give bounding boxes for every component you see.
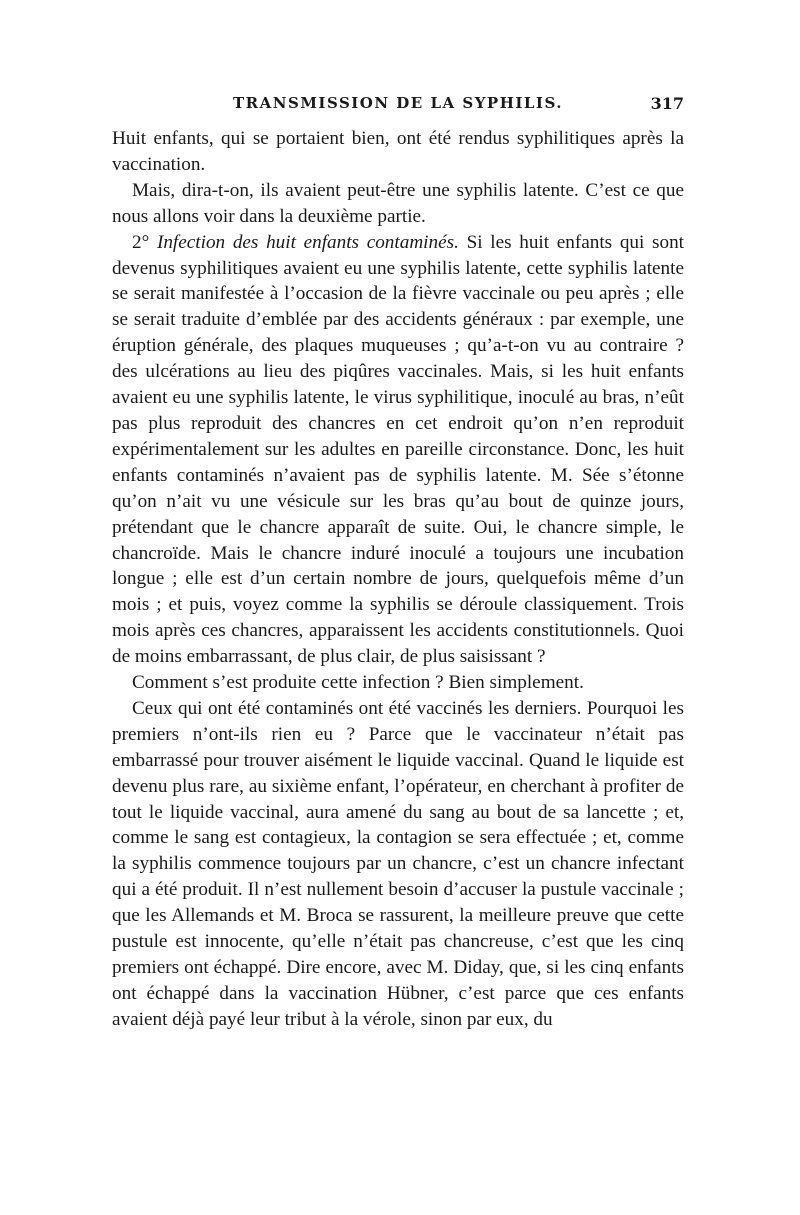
page-header xyxy=(112,94,684,118)
page-number: 317 xyxy=(650,94,684,113)
paragraph-3-text: Si les huit enfants qui sont devenus syphilitiques avaient eu une syphilis latente, cette syphilis latente se serait manifestée à l’occasion de la fièvre vaccinale ou peu après ; elle se serait traduite d’emblée par des accidents généraux : par exemple, une éruption générale, des plaques muqueuses ; qu’a-t-on vu au contraire ? des ulcérations au lieu des piqûres vaccinales. Mais, si les huit enfants avaient eu une syphilis latente, le virus syphilitique, inoculé au bras, n’eût pas plus reproduit des chancres en cet endroit qu’on n’en reproduit expérimentalement sur les adultes en pareille circonstance. Donc, les huit enfants contaminés n’avaient pas de syphilis latente. M. Sée s’étonne qu’on n’ait vu une vésicule sur les bras qu’au bout de quinze jours, prétendant que le chancre apparaît de suite. Oui, le chancre simple, le chancroïde. Mais le chancre induré inoculé a toujours une incubation longue ; elle est d’un certain nombre de jours, quelquefois même d’un mois ; et puis, voyez comme la syphilis se déroule classiquement. Trois mois après ces chancres, apparaissent les accidents constitutionnels. Quoi de moins embarrassant, de plus clair, de plus saisissant ? xyxy=(112,231,684,668)
section-number: 2° xyxy=(132,231,157,253)
paragraph-1: Huit enfants, qui se portaient bien, ont été rendus syphilitiques après la vaccination. xyxy=(112,128,684,175)
paragraph-2: Mais, dira-t-on, ils avaient peut-être une syphilis latente. C’est ce que nous allons voir dans la deuxième partie. xyxy=(112,179,684,227)
paragraph-3 xyxy=(112,230,684,670)
paragraph-5: Ceux qui ont été contaminés ont été vaccinés les derniers. Pourquoi les premiers n’ont-ils rien eu ? Parce que le vaccinateur n’était pas embarrassé pour trouver aisément le liquide vaccinal. Quand le liquide est devenu plus rare, au sixième enfant, l’opérateur, en cherchant à profiter de tout le liquide vaccinal, aura amené du sang au bout de sa lancette ; et, comme le sang est contagieux, la contagion se sera effectuée ; et, comme la syphilis commence toujours par un chancre, c’est un chancre infectant qui a été produit. Il n’est nullement besoin d’accuser la pustule vaccinale ; que les Allemands et M. Broca se rassurent, la meilleure preuve que cette pustule est innocente, qu’elle n’était pas chancreuse, c’est que les cinq premiers ont échappé. Dire encore, avec M. Diday, que, si les cinq enfants ont échappé dans la vaccination Hübner, c’est parce que ces enfants avaient déjà payé leur tribut à la vérole, sinon par eux, du xyxy=(112,697,684,1030)
paragraph-4: Comment s’est produite cette infection ? Bien simplement. xyxy=(132,672,584,694)
body-text xyxy=(112,126,684,1033)
running-head: TRANSMISSION DE LA SYPHILIS. xyxy=(233,94,563,112)
section-heading: Infection des huit enfants contaminés. xyxy=(156,231,459,253)
